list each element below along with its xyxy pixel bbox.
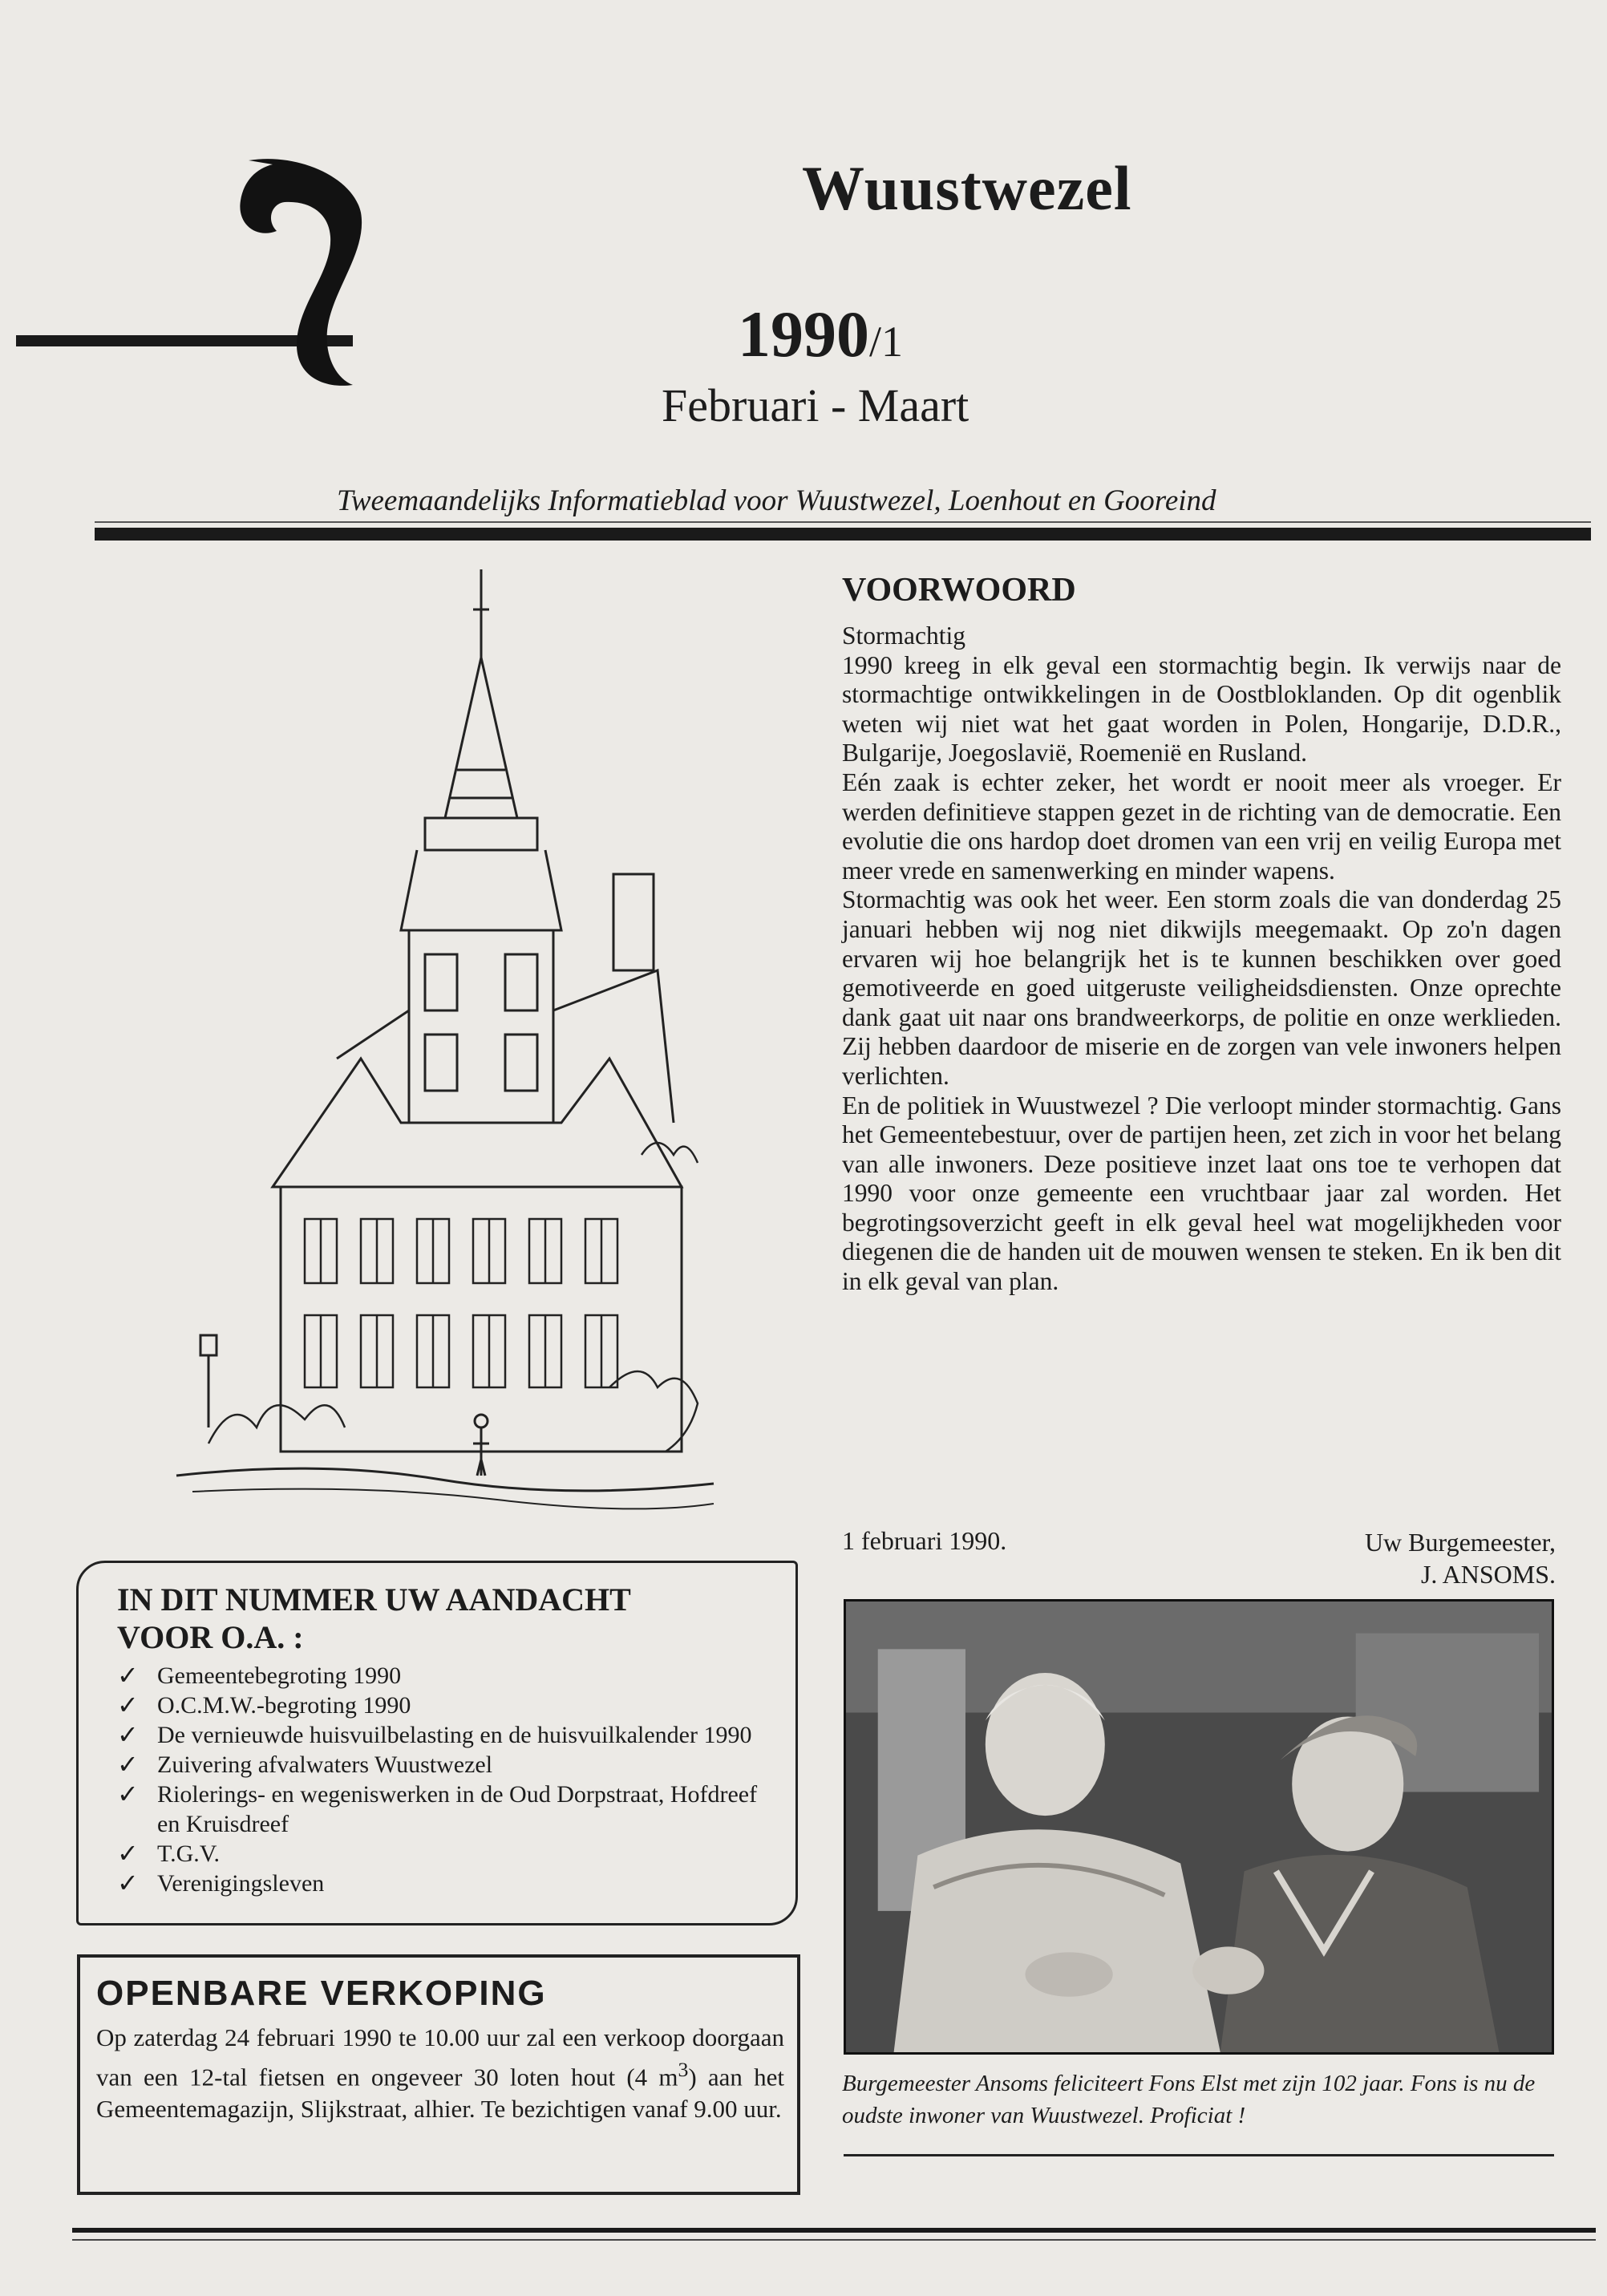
newsletter-title: Wuustwezel [802, 153, 1132, 223]
list-item [117, 1750, 771, 1780]
in-this-issue-heading [117, 1581, 771, 1656]
check-icon: ✓ [117, 1839, 139, 1868]
issue-number [738, 297, 903, 372]
foreword-paragraph: Stormachtig was ook het weer. Een storm zoals die van donderdag 25 januari hebben wij nog niet dikwijls meegemaakt. Op zo'n dagen ervaren wij hoe belangrijk het is te kunnen beschikken over goed gemotiveerde en goed uitgeruste veiligheidsdiensten. Onze oprechte dank gaat uit naar ons brandweerkorps, de politie en onze werklieden. Zij hebben daardoor de miserie en de zorgen van vele inwoners helpen verlichten. [842, 885, 1561, 1090]
photo-caption: Burgemeester Ansoms feliciteert Fons Elst met zijn 102 jaar. Fons is nu de oudste inwoner van Wuustwezel. Proficiat ! [842, 2071, 1536, 2128]
foreword-date: 1 februari 1990. [842, 1526, 1007, 1555]
public-sale-heading: OPENBARE VERKOPING [96, 1974, 547, 2013]
list-item-text: Verenigingsleven [157, 1870, 325, 1897]
in-this-issue-list [117, 1661, 771, 1898]
list-item [117, 1869, 771, 1898]
sale-text-part2: ) aan het Gemeentemagazijn, Slijkstraat, alhier. Te bezichtigen vanaf 9.00 uur. [96, 2063, 784, 2124]
logo-seven-graphic [16, 144, 393, 401]
check-icon: ✓ [117, 1691, 139, 1719]
tagline: Tweemaandelijks Informatieblad voor Wuustwezel, Loenhout en Gooreind [337, 484, 1216, 517]
list-item-text: Zuivering afvalwaters Wuustwezel [157, 1751, 493, 1778]
foreword-paragraph: 1990 kreeg in elk geval een stormachtig begin. Ik verwijs naar de stormachtige ontwikkelingen in de Oostbloklanden. Op dit ogenblik weten wij niet wat het gaat worden in Polen, Hongarije, D.D.R., Bulgarije, Joegoslavië, Roemenië en Rusland. [842, 650, 1561, 767]
public-sale-box [77, 1954, 800, 2195]
foreword-signature [1315, 1526, 1556, 1590]
caption-rule [844, 2154, 1554, 2156]
list-item [117, 1780, 771, 1839]
bottom-rule [72, 2228, 1596, 2233]
list-item-text: De vernieuwde huisvuilbelasting en de huisvuilkalender 1990 [157, 1722, 752, 1748]
list-item-text: Riolerings- en wegeniswerken in de Oud Dorpstraat, Hofdreef en Kruisdreef [157, 1781, 758, 1837]
check-icon: ✓ [117, 1780, 139, 1808]
list-item-text: T.G.V. [157, 1840, 221, 1867]
sale-text-part1: Op zaterdag 24 februari 1990 te 10.00 uur zal een verkoop doorgaan van een 12-tal fietsen en ongeveer 30 loten hout (4 m [96, 2023, 784, 2092]
foreword-paragraph: En de politiek in Wuustwezel ? Die verloopt minder stormachtig. Gans het Gemeentebestuur, over de partijen heen, zet zich in voor het belang van alle inwoners. Deze positieve inzet laat ons toe te verhopen dat 1990 voor onze gemeente een vruchtbaar jaar zal worden. Het begrotingsoverzicht geeft in elk geval heel wat mogelijkheden voor diegenen die de handen uit de mouwen wensen te steken. En ik ben dit in elk geval van plan. [842, 1091, 1561, 1296]
top-rule [95, 528, 1591, 541]
signature-title: Uw Burgemeester, [1364, 1528, 1556, 1557]
in-this-issue-heading-line1: IN DIT NUMMER UW AANDACHT [117, 1581, 631, 1618]
foreword-paragraph: Eén zaak is echter zeker, het wordt er nooit meer als vroeger. Er werden definitieve stappen gezet in de richting van de democratie. Een evolutie die ons hardop doet dromen van een vrij en veilig Europa met meer vrede en samenwerking en minder wapens. [842, 767, 1561, 885]
foreword-body [842, 622, 1561, 1297]
list-item [117, 1691, 771, 1720]
logo-seven [16, 144, 393, 401]
in-this-issue-heading-line2: VOOR O.A. : [117, 1619, 304, 1655]
bottom-rule-thin [72, 2239, 1596, 2241]
in-this-issue-box [76, 1561, 798, 1925]
list-item [117, 1661, 771, 1691]
town-hall-drawing [160, 561, 722, 1564]
issue-period: Februari - Maart [662, 379, 969, 431]
town-hall-sketch [160, 561, 722, 1564]
issue-year: 1990 [738, 298, 869, 371]
photo-illustration [846, 1602, 1552, 2052]
list-item-text: Gemeentebegroting 1990 [157, 1662, 402, 1689]
foreword-heading: VOORWOORD [842, 572, 1076, 609]
foreword-subtitle: Stormachtig [842, 622, 965, 650]
list-item [117, 1720, 771, 1750]
top-rule-thin [95, 521, 1591, 523]
list-item [117, 1839, 771, 1869]
signature-name: J. ANSOMS. [1420, 1560, 1556, 1589]
check-icon: ✓ [117, 1869, 139, 1897]
check-icon: ✓ [117, 1720, 139, 1749]
issue-sub: /1 [869, 318, 904, 366]
list-item-text: O.C.M.W.-begroting 1990 [157, 1692, 411, 1719]
check-icon: ✓ [117, 1661, 139, 1690]
check-icon: ✓ [117, 1750, 139, 1779]
photo-mayor-and-fons-elst [844, 1599, 1554, 2055]
public-sale-text [96, 2022, 784, 2125]
sale-text-superscript: 3 [678, 2058, 689, 2081]
